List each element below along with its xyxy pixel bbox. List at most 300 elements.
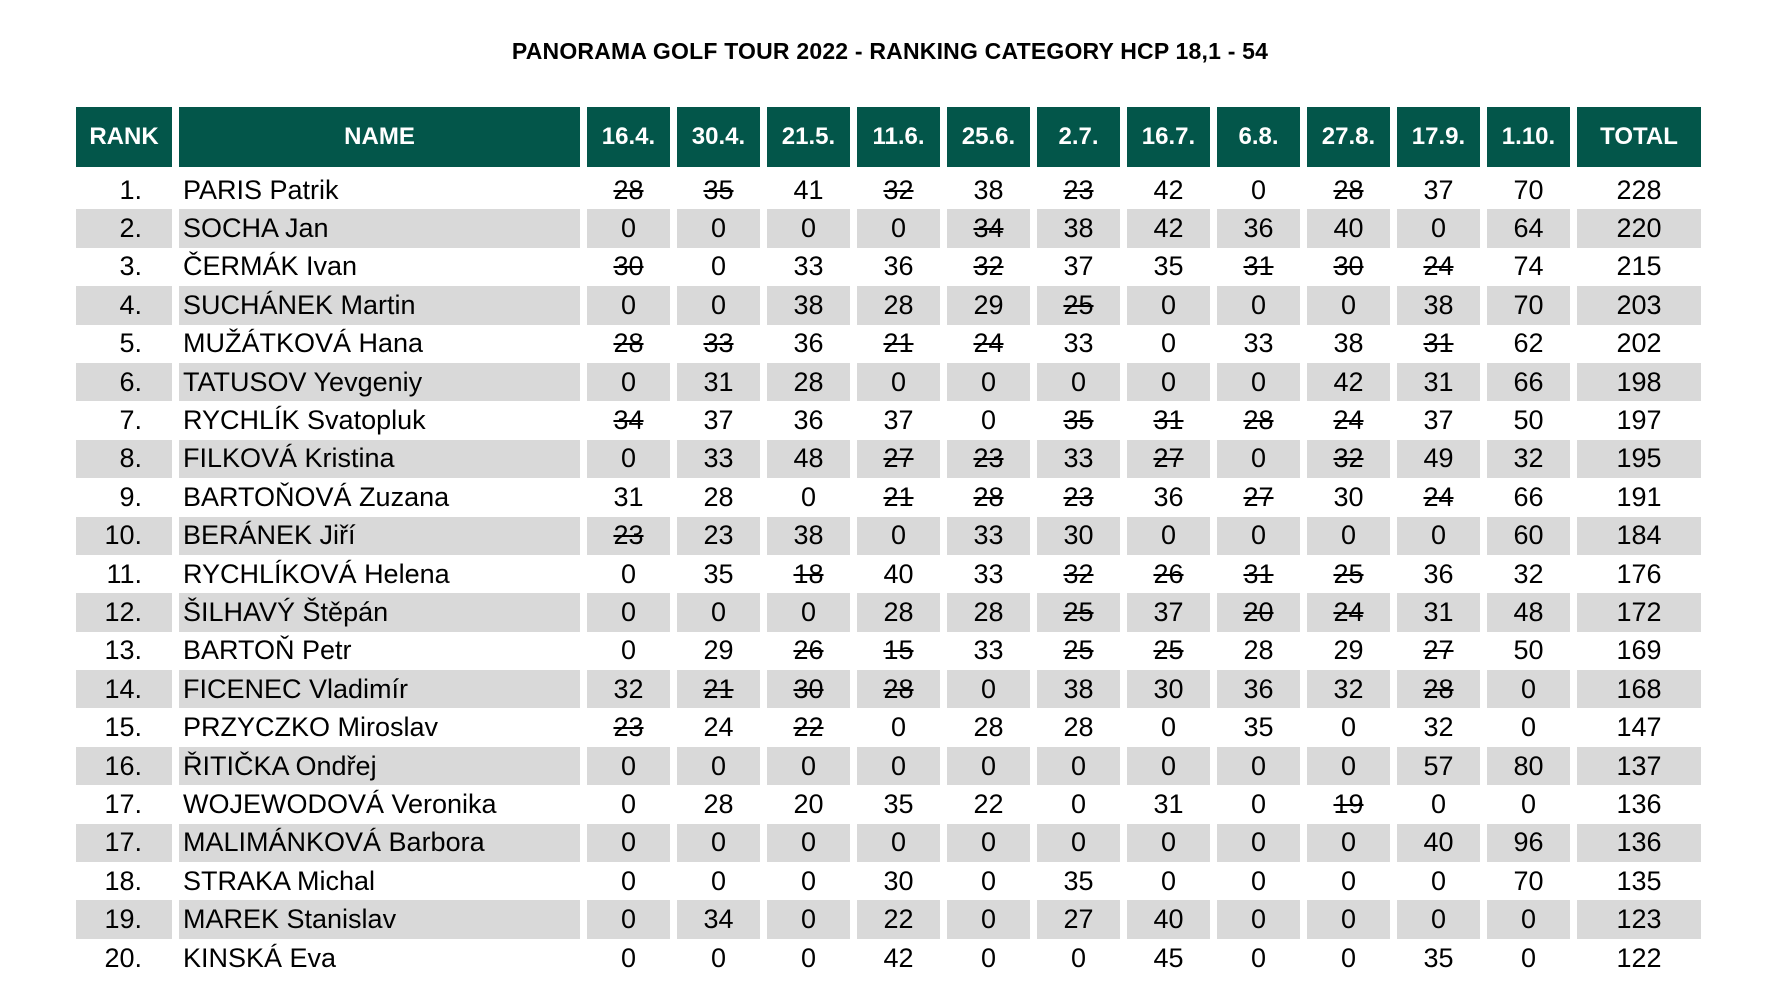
score-value: 0 bbox=[800, 942, 817, 973]
score-cell bbox=[1037, 900, 1120, 938]
score-cell bbox=[947, 363, 1030, 401]
score-value: 32 bbox=[1513, 443, 1544, 474]
total-cell: 147 bbox=[1616, 712, 1662, 743]
score-cell bbox=[677, 286, 760, 324]
score-cell bbox=[1307, 785, 1390, 823]
score-cell bbox=[1307, 824, 1390, 862]
score-cell bbox=[1307, 325, 1390, 363]
rank-cell: 7. bbox=[119, 405, 142, 436]
score-cell bbox=[1127, 517, 1210, 555]
score-cell bbox=[1397, 248, 1480, 286]
score-cell bbox=[767, 939, 850, 977]
score-cell bbox=[677, 248, 760, 286]
header-row bbox=[76, 107, 1701, 171]
score-discarded: 28 bbox=[1333, 174, 1364, 205]
score-cell bbox=[587, 286, 670, 324]
score-discarded: 24 bbox=[973, 328, 1004, 359]
table-row bbox=[76, 171, 1701, 209]
table-row bbox=[76, 708, 1701, 746]
score-discarded: 25 bbox=[1063, 635, 1094, 666]
score-discarded: 32 bbox=[883, 174, 914, 205]
score-value: 60 bbox=[1513, 520, 1544, 551]
score-value: 0 bbox=[980, 865, 997, 896]
player-name: SOCHA Jan bbox=[179, 209, 580, 247]
header-date: 2.7. bbox=[1037, 107, 1120, 171]
score-discarded: 24 bbox=[1333, 405, 1364, 436]
score-discarded: 27 bbox=[1423, 635, 1454, 666]
rank-cell: 2. bbox=[76, 209, 172, 247]
score-cell bbox=[857, 517, 940, 555]
table-row bbox=[76, 939, 1701, 977]
score-cell bbox=[1217, 593, 1300, 631]
player-name: WOJEWODOVÁ Veronika bbox=[183, 788, 497, 819]
score-value: 0 bbox=[1250, 366, 1267, 397]
score-cell bbox=[1307, 286, 1390, 324]
score-value: 0 bbox=[800, 827, 817, 858]
score-cell bbox=[767, 824, 850, 862]
score-value: 36 bbox=[793, 328, 824, 359]
score-cell bbox=[1127, 632, 1210, 670]
score-cell bbox=[857, 747, 940, 785]
rank-cell: 6. bbox=[76, 363, 172, 401]
score-value: 66 bbox=[1513, 481, 1544, 512]
player-name: PARIS Patrik bbox=[183, 174, 339, 205]
score-value: 40 bbox=[883, 558, 914, 589]
score-value: 0 bbox=[620, 788, 637, 819]
score-value: 0 bbox=[620, 213, 637, 244]
header-date: 25.6. bbox=[947, 107, 1030, 171]
score-cell bbox=[1487, 286, 1570, 324]
total-cell: 198 bbox=[1577, 363, 1701, 401]
player-name: PRZYCZKO Miroslav bbox=[183, 712, 439, 743]
score-value: 0 bbox=[620, 443, 637, 474]
rank-cell: 5. bbox=[119, 328, 142, 359]
score-value: 0 bbox=[710, 750, 727, 781]
score-cell bbox=[1217, 325, 1300, 363]
score-cell bbox=[947, 900, 1030, 938]
score-value: 0 bbox=[980, 366, 997, 397]
total-cell: 197 bbox=[1616, 405, 1662, 436]
score-cell bbox=[947, 248, 1030, 286]
table-row bbox=[76, 555, 1701, 593]
score-cell bbox=[767, 478, 850, 516]
score-value: 29 bbox=[973, 289, 1004, 320]
rank-cell: 14. bbox=[76, 670, 172, 708]
score-cell bbox=[1487, 708, 1570, 746]
score-cell bbox=[1127, 939, 1210, 977]
table-row bbox=[76, 593, 1701, 631]
score-cell bbox=[1307, 632, 1390, 670]
score-cell bbox=[947, 286, 1030, 324]
score-cell bbox=[947, 939, 1030, 977]
player-name: ČERMÁK Ivan bbox=[183, 251, 358, 282]
score-value: 37 bbox=[1063, 251, 1094, 282]
score-value: 31 bbox=[1153, 788, 1184, 819]
score-value: 49 bbox=[1423, 443, 1454, 474]
score-cell bbox=[857, 286, 940, 324]
score-value: 0 bbox=[980, 904, 997, 935]
score-value: 0 bbox=[1160, 750, 1177, 781]
score-cell bbox=[677, 708, 760, 746]
score-value: 40 bbox=[1333, 213, 1364, 244]
score-cell bbox=[1487, 440, 1570, 478]
score-discarded: 25 bbox=[1063, 596, 1094, 627]
score-cell bbox=[1397, 555, 1480, 593]
rank-cell: 20. bbox=[104, 942, 142, 973]
header-date: 27.8. bbox=[1307, 107, 1390, 171]
score-cell bbox=[857, 209, 940, 247]
table-row bbox=[76, 478, 1701, 516]
score-cell bbox=[677, 862, 760, 900]
score-cell bbox=[1487, 209, 1570, 247]
score-discarded: 20 bbox=[1243, 596, 1274, 627]
score-value: 38 bbox=[793, 289, 824, 320]
score-cell bbox=[587, 632, 670, 670]
score-discarded: 32 bbox=[973, 251, 1004, 282]
score-cell bbox=[767, 286, 850, 324]
score-cell bbox=[857, 325, 940, 363]
score-value: 0 bbox=[620, 596, 637, 627]
score-cell bbox=[1487, 171, 1570, 209]
table-row bbox=[76, 517, 1701, 555]
score-value: 29 bbox=[1333, 635, 1364, 666]
score-value: 0 bbox=[980, 827, 997, 858]
score-value: 0 bbox=[710, 596, 727, 627]
score-cell bbox=[1037, 209, 1120, 247]
score-cell bbox=[1127, 785, 1210, 823]
score-cell bbox=[587, 824, 670, 862]
score-cell bbox=[1487, 248, 1570, 286]
score-cell bbox=[587, 325, 670, 363]
score-value: 28 bbox=[1243, 635, 1274, 666]
score-value: 0 bbox=[1340, 520, 1357, 551]
score-cell bbox=[1397, 517, 1480, 555]
player-name: MAREK Stanislav bbox=[179, 900, 580, 938]
score-value: 0 bbox=[1340, 712, 1357, 743]
score-cell bbox=[857, 171, 940, 209]
score-cell bbox=[587, 900, 670, 938]
score-cell bbox=[1397, 900, 1480, 938]
score-cell bbox=[1397, 939, 1480, 977]
score-cell bbox=[677, 670, 760, 708]
score-value: 38 bbox=[1063, 213, 1094, 244]
score-value: 30 bbox=[1333, 481, 1364, 512]
score-discarded: 24 bbox=[1333, 596, 1364, 627]
score-value: 37 bbox=[1423, 405, 1454, 436]
rank-cell: 17. bbox=[104, 788, 142, 819]
total-cell: 169 bbox=[1616, 635, 1662, 666]
score-cell bbox=[1127, 478, 1210, 516]
score-value: 0 bbox=[620, 827, 637, 858]
score-value: 0 bbox=[1430, 904, 1447, 935]
score-value: 0 bbox=[710, 827, 727, 858]
player-name: ŠILHAVÝ Štěpán bbox=[179, 593, 580, 631]
score-value: 31 bbox=[613, 481, 644, 512]
header-date: 17.9. bbox=[1397, 107, 1480, 171]
score-cell bbox=[1127, 708, 1210, 746]
score-discarded: 28 bbox=[973, 481, 1004, 512]
score-cell bbox=[1037, 286, 1120, 324]
header-date: 16.7. bbox=[1127, 107, 1210, 171]
score-cell bbox=[767, 900, 850, 938]
score-cell bbox=[947, 478, 1030, 516]
score-value: 0 bbox=[1160, 712, 1177, 743]
score-cell bbox=[1487, 862, 1570, 900]
header-rank: RANK bbox=[76, 107, 172, 171]
score-value: 24 bbox=[703, 712, 734, 743]
score-value: 64 bbox=[1513, 213, 1544, 244]
header-date: 21.5. bbox=[767, 107, 850, 171]
score-cell bbox=[1127, 824, 1210, 862]
score-value: 0 bbox=[1160, 520, 1177, 551]
total-cell: 135 bbox=[1616, 865, 1662, 896]
rank-cell: 15. bbox=[104, 712, 142, 743]
rank-cell: 10. bbox=[76, 517, 172, 555]
score-cell bbox=[1397, 593, 1480, 631]
score-cell bbox=[1487, 363, 1570, 401]
score-value: 29 bbox=[703, 635, 734, 666]
score-cell bbox=[677, 747, 760, 785]
score-value: 40 bbox=[1153, 904, 1184, 935]
score-cell bbox=[1037, 632, 1120, 670]
score-value: 70 bbox=[1513, 289, 1544, 320]
score-cell bbox=[857, 593, 940, 631]
score-discarded: 30 bbox=[613, 251, 644, 282]
score-cell bbox=[1487, 939, 1570, 977]
score-value: 0 bbox=[1250, 750, 1267, 781]
score-value: 31 bbox=[1423, 366, 1454, 397]
score-discarded: 31 bbox=[1423, 328, 1454, 359]
score-value: 57 bbox=[1423, 750, 1454, 781]
table-row bbox=[76, 325, 1701, 363]
score-cell bbox=[1307, 862, 1390, 900]
score-value: 48 bbox=[1513, 596, 1544, 627]
score-cell bbox=[1037, 939, 1120, 977]
score-cell bbox=[1037, 478, 1120, 516]
score-cell bbox=[947, 593, 1030, 631]
score-cell bbox=[1487, 517, 1570, 555]
score-value: 0 bbox=[620, 558, 637, 589]
score-value: 0 bbox=[1160, 328, 1177, 359]
score-cell bbox=[1217, 708, 1300, 746]
score-cell bbox=[947, 747, 1030, 785]
score-cell bbox=[587, 440, 670, 478]
score-cell bbox=[1487, 325, 1570, 363]
score-value: 0 bbox=[1070, 942, 1087, 973]
score-cell bbox=[1217, 401, 1300, 439]
score-cell bbox=[1037, 517, 1120, 555]
score-cell bbox=[1397, 708, 1480, 746]
score-cell bbox=[857, 555, 940, 593]
score-cell bbox=[947, 401, 1030, 439]
score-cell bbox=[1487, 401, 1570, 439]
score-cell bbox=[1127, 325, 1210, 363]
score-cell bbox=[1397, 171, 1480, 209]
score-cell bbox=[1217, 286, 1300, 324]
score-cell bbox=[767, 517, 850, 555]
score-value: 0 bbox=[620, 904, 637, 935]
score-cell bbox=[1037, 325, 1120, 363]
score-discarded: 31 bbox=[1243, 251, 1274, 282]
score-cell bbox=[1307, 440, 1390, 478]
score-cell bbox=[1397, 862, 1480, 900]
score-value: 0 bbox=[1250, 942, 1267, 973]
score-value: 0 bbox=[1520, 673, 1537, 704]
score-value: 32 bbox=[1513, 558, 1544, 589]
score-cell bbox=[1127, 593, 1210, 631]
header-date: 6.8. bbox=[1217, 107, 1300, 171]
score-cell bbox=[1487, 593, 1570, 631]
score-cell bbox=[1037, 670, 1120, 708]
score-value: 0 bbox=[1160, 366, 1177, 397]
score-value: 0 bbox=[890, 366, 907, 397]
score-value: 30 bbox=[883, 865, 914, 896]
score-discarded: 19 bbox=[1333, 788, 1364, 819]
score-discarded: 21 bbox=[703, 673, 734, 704]
score-discarded: 27 bbox=[883, 443, 914, 474]
score-cell bbox=[947, 824, 1030, 862]
score-discarded: 35 bbox=[703, 174, 734, 205]
score-value: 36 bbox=[793, 405, 824, 436]
table-row bbox=[76, 824, 1701, 862]
score-discarded: 15 bbox=[883, 635, 914, 666]
score-value: 0 bbox=[1520, 788, 1537, 819]
score-value: 0 bbox=[1430, 520, 1447, 551]
score-cell bbox=[1307, 555, 1390, 593]
score-cell bbox=[1217, 209, 1300, 247]
score-cell bbox=[1487, 747, 1570, 785]
score-cell bbox=[1307, 517, 1390, 555]
score-value: 0 bbox=[620, 366, 637, 397]
header-date: 11.6. bbox=[857, 107, 940, 171]
table-row bbox=[76, 670, 1701, 708]
score-cell bbox=[587, 363, 670, 401]
score-value: 0 bbox=[1340, 750, 1357, 781]
score-cell bbox=[767, 708, 850, 746]
score-value: 33 bbox=[1243, 328, 1274, 359]
score-cell bbox=[587, 670, 670, 708]
score-cell bbox=[587, 785, 670, 823]
score-cell bbox=[1307, 478, 1390, 516]
score-cell bbox=[1397, 440, 1480, 478]
score-cell bbox=[1127, 747, 1210, 785]
score-cell bbox=[767, 401, 850, 439]
score-cell bbox=[1037, 171, 1120, 209]
score-cell bbox=[1127, 670, 1210, 708]
score-cell bbox=[1127, 171, 1210, 209]
score-value: 32 bbox=[1423, 712, 1454, 743]
score-cell bbox=[857, 632, 940, 670]
score-cell bbox=[1397, 363, 1480, 401]
score-value: 37 bbox=[703, 405, 734, 436]
table-row bbox=[76, 900, 1701, 938]
total-cell: 228 bbox=[1616, 174, 1662, 205]
score-cell bbox=[677, 632, 760, 670]
score-value: 33 bbox=[703, 443, 734, 474]
score-value: 0 bbox=[800, 904, 817, 935]
score-value: 36 bbox=[1153, 481, 1184, 512]
score-cell bbox=[677, 593, 760, 631]
score-discarded: 25 bbox=[1063, 289, 1094, 320]
total-cell: 191 bbox=[1616, 481, 1662, 512]
score-value: 0 bbox=[890, 712, 907, 743]
score-discarded: 23 bbox=[1063, 174, 1094, 205]
score-value: 38 bbox=[973, 174, 1004, 205]
score-value: 0 bbox=[620, 865, 637, 896]
score-discarded: 21 bbox=[883, 328, 914, 359]
table-row bbox=[76, 286, 1701, 324]
total-cell: 168 bbox=[1577, 670, 1701, 708]
score-cell bbox=[1127, 209, 1210, 247]
score-cell bbox=[1307, 363, 1390, 401]
total-cell: 176 bbox=[1616, 558, 1662, 589]
player-name: FICENEC Vladimír bbox=[179, 670, 580, 708]
score-value: 27 bbox=[1063, 904, 1094, 935]
score-cell bbox=[1037, 401, 1120, 439]
score-value: 42 bbox=[1333, 366, 1364, 397]
rank-cell: 8. bbox=[76, 440, 172, 478]
score-cell bbox=[1217, 939, 1300, 977]
score-cell bbox=[1397, 325, 1480, 363]
score-cell bbox=[1307, 401, 1390, 439]
score-cell bbox=[1127, 363, 1210, 401]
table-row bbox=[76, 862, 1701, 900]
score-cell bbox=[1217, 670, 1300, 708]
score-cell bbox=[1487, 670, 1570, 708]
score-discarded: 27 bbox=[1153, 443, 1184, 474]
score-cell bbox=[587, 401, 670, 439]
score-value: 42 bbox=[1153, 174, 1184, 205]
score-cell bbox=[1307, 248, 1390, 286]
score-cell bbox=[1307, 171, 1390, 209]
score-cell bbox=[587, 862, 670, 900]
score-value: 0 bbox=[800, 481, 817, 512]
score-cell bbox=[947, 632, 1030, 670]
score-cell bbox=[1217, 862, 1300, 900]
score-value: 28 bbox=[973, 596, 1004, 627]
score-cell bbox=[677, 900, 760, 938]
player-name: RYCHLÍKOVÁ Helena bbox=[183, 558, 450, 589]
score-cell bbox=[1397, 824, 1480, 862]
score-cell bbox=[1487, 555, 1570, 593]
score-value: 48 bbox=[793, 443, 824, 474]
score-value: 74 bbox=[1513, 251, 1544, 282]
score-cell bbox=[1217, 824, 1300, 862]
total-cell: 137 bbox=[1577, 747, 1701, 785]
score-cell bbox=[1487, 478, 1570, 516]
score-value: 0 bbox=[800, 213, 817, 244]
player-name: TATUSOV Yevgeniy bbox=[179, 363, 580, 401]
page-title: PANORAMA GOLF TOUR 2022 - RANKING CATEGORY HCP 18,1 - 54 bbox=[511, 38, 1269, 64]
score-cell bbox=[1487, 900, 1570, 938]
score-cell bbox=[587, 517, 670, 555]
score-value: 28 bbox=[883, 289, 914, 320]
score-value: 0 bbox=[620, 942, 637, 973]
score-value: 0 bbox=[980, 405, 997, 436]
score-cell bbox=[1307, 209, 1390, 247]
score-cell bbox=[1037, 862, 1120, 900]
score-value: 33 bbox=[973, 635, 1004, 666]
score-cell bbox=[1397, 286, 1480, 324]
score-cell bbox=[677, 401, 760, 439]
player-name: MUŽÁTKOVÁ Hana bbox=[183, 328, 424, 359]
score-discarded: 34 bbox=[973, 213, 1004, 244]
total-cell: 123 bbox=[1577, 900, 1701, 938]
score-cell bbox=[857, 401, 940, 439]
score-value: 36 bbox=[1423, 558, 1454, 589]
score-value: 28 bbox=[973, 712, 1004, 743]
score-cell bbox=[857, 363, 940, 401]
